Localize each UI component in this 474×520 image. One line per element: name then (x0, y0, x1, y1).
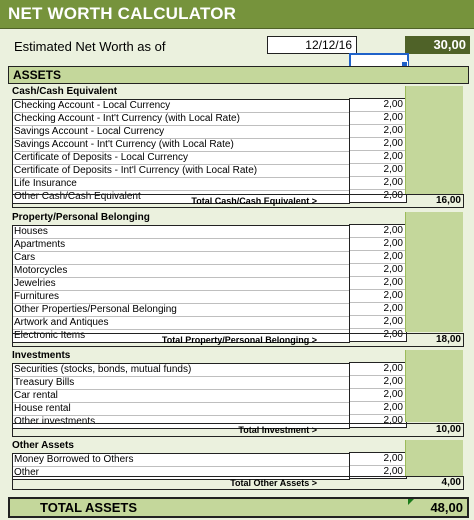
total-row-cash (12, 194, 464, 208)
section-investments (12, 350, 350, 429)
item-label[interactable]: Motorcycles (13, 265, 349, 278)
total-row-other (12, 476, 464, 490)
item-value[interactable]: 2,00 (350, 264, 406, 277)
estimate-date-cell[interactable]: 12/12/16 (267, 36, 357, 54)
item-label[interactable]: Certificate of Deposits - Int'l Currency (with Local Rate) (13, 165, 349, 178)
assets-header: ASSETS (8, 66, 469, 84)
item-label[interactable]: Car rental (13, 390, 349, 403)
item-label[interactable]: Life Insurance (13, 178, 349, 191)
item-label[interactable]: Jewelries (13, 278, 349, 291)
grand-total-row (8, 497, 469, 518)
item-label[interactable]: Electronic Items (14, 330, 86, 341)
total-value[interactable]: 10,00 (435, 424, 461, 435)
total-column (405, 440, 463, 476)
total-label: Total Property/Personal Belonging > (161, 335, 317, 345)
grand-total-label: TOTAL ASSETS (40, 500, 138, 515)
item-label[interactable]: Checking Account - Local Currency (13, 100, 349, 113)
item-value[interactable]: 2,00 (350, 316, 406, 329)
item-value[interactable]: 2,00 (350, 138, 406, 151)
item-label[interactable]: Money Borrowed to Others (13, 454, 349, 467)
item-label[interactable]: Apartments (13, 239, 349, 252)
total-column (405, 350, 463, 422)
item-label[interactable]: Other Properties/Personal Belonging (13, 304, 349, 317)
item-label[interactable]: Securities (stocks, bonds, mutual funds) (13, 364, 349, 377)
item-value[interactable]: 2,00 (350, 151, 406, 164)
item-label[interactable]: Other (14, 467, 40, 478)
value-column (349, 98, 407, 203)
item-value[interactable]: 2,00 (383, 466, 403, 477)
item-label[interactable]: Savings Account - Local Currency (13, 126, 349, 139)
item-labels (12, 363, 350, 429)
item-value[interactable]: 2,00 (350, 453, 406, 466)
item-value[interactable]: 2,00 (350, 251, 406, 264)
item-label[interactable]: Checking Account - Int't Currency (with Local Rate) (13, 113, 349, 126)
section-property (12, 212, 350, 343)
total-label: Total Investment > (238, 425, 317, 435)
item-value[interactable]: 2,00 (350, 290, 406, 303)
total-value[interactable]: 4,00 (441, 477, 461, 488)
item-value[interactable]: 2,00 (383, 329, 403, 340)
value-column (349, 452, 407, 479)
value-column (349, 362, 407, 428)
item-label[interactable]: Cars (13, 252, 349, 265)
estimate-value-cell[interactable]: 30,00 (405, 36, 470, 54)
item-value[interactable]: 2,00 (350, 125, 406, 138)
page-title: NET WORTH CALCULATOR (8, 4, 237, 23)
section-title: Other Assets (12, 440, 74, 451)
section-title: Investments (12, 350, 71, 361)
item-value[interactable]: 2,00 (350, 225, 406, 238)
total-column (405, 86, 463, 194)
total-label: Total Other Assets > (230, 478, 317, 488)
section-cash (12, 86, 350, 204)
total-value[interactable]: 16,00 (435, 195, 461, 206)
item-label[interactable]: Other investments (14, 416, 96, 427)
item-value[interactable]: 2,00 (350, 238, 406, 251)
title-bar (0, 0, 474, 29)
cell-marker-icon (408, 499, 414, 505)
item-value[interactable]: 2,00 (350, 99, 406, 112)
total-value[interactable]: 18,00 (435, 334, 461, 345)
item-label[interactable]: Treasury Bills (13, 377, 349, 390)
item-label[interactable]: Savings Account - Int't Currency (with Local Rate) (13, 139, 349, 152)
section-title: Cash/Cash Equivalent (12, 86, 118, 97)
item-label[interactable]: Artwork and Antiques (13, 317, 349, 330)
item-value[interactable]: 2,00 (350, 402, 406, 415)
total-row-investments (12, 423, 464, 437)
total-row-property (12, 333, 464, 347)
item-value[interactable]: 2,00 (350, 376, 406, 389)
item-value[interactable]: 2,00 (350, 164, 406, 177)
estimate-label: Estimated Net Worth as of (14, 39, 166, 54)
total-column (405, 212, 463, 332)
grand-total-value[interactable]: 48,00 (430, 500, 463, 515)
total-label: Total Cash/Cash Equivalent > (191, 196, 317, 206)
item-value[interactable]: 2,00 (350, 112, 406, 125)
item-value[interactable]: 2,00 (383, 415, 403, 426)
item-labels (12, 225, 350, 343)
item-value[interactable]: 2,00 (350, 363, 406, 376)
item-value[interactable]: 2,00 (350, 177, 406, 190)
item-labels (12, 99, 350, 204)
item-label[interactable]: Houses (13, 226, 349, 239)
item-value[interactable]: 2,00 (350, 277, 406, 290)
item-value[interactable]: 2,00 (350, 389, 406, 402)
item-label[interactable]: Certificate of Deposits - Local Currency (13, 152, 349, 165)
item-label[interactable]: House rental (13, 403, 349, 416)
value-column (349, 224, 407, 342)
item-value[interactable]: 2,00 (383, 190, 403, 201)
item-label[interactable]: Furnitures (13, 291, 349, 304)
section-other-assets (12, 440, 350, 480)
item-value[interactable]: 2,00 (350, 303, 406, 316)
item-label[interactable]: Other Cash/Cash Equivalent (14, 191, 141, 202)
section-title: Property/Personal Belonging (12, 212, 150, 223)
